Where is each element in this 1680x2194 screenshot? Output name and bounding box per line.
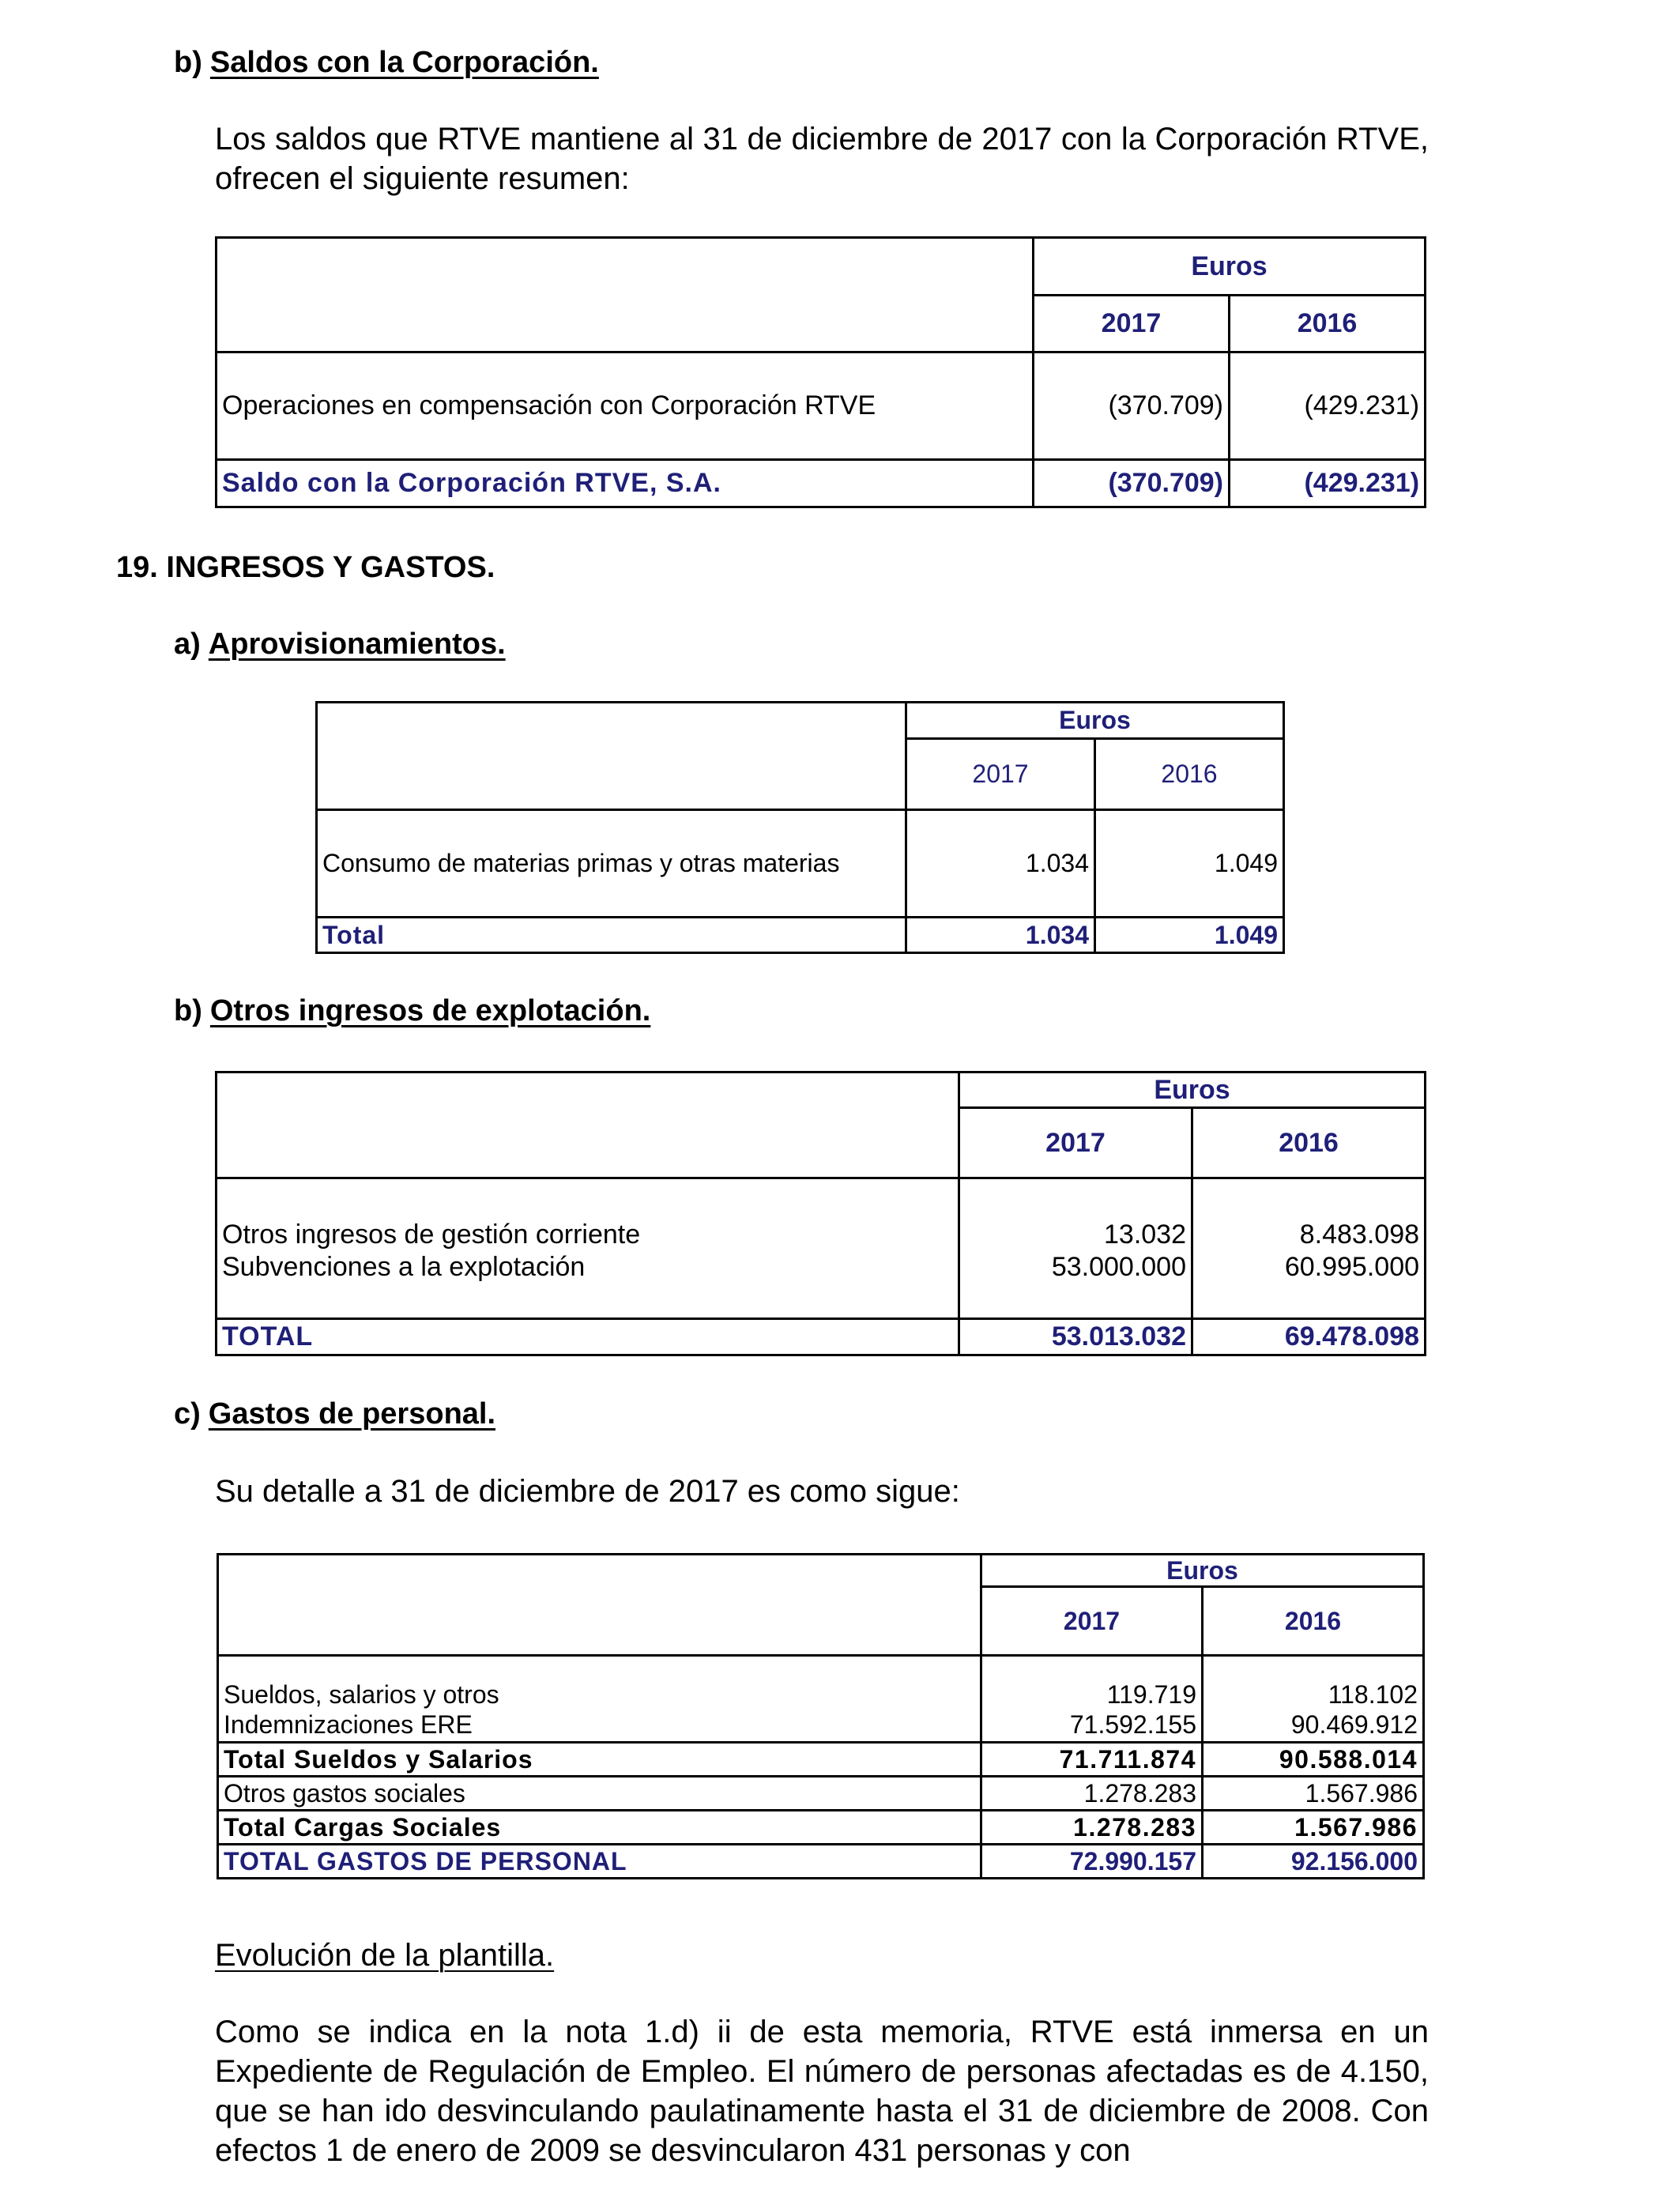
total-value-2016: 1.049 [1095,918,1284,953]
header-year-2017: 2017 [981,1587,1203,1656]
section-title: Saldos con la Corporación. [209,46,599,79]
table-corner-cell [218,1555,981,1656]
subtotal-value-2016: 1.567.986 [1203,1811,1424,1845]
row-value-2017: 71.592.155 [981,1710,1203,1743]
intro-paragraph-saldos: Los saldos que RTVE mantiene al 31 de diciembre de 2017 con la Corporación RTVE, ofrecen el siguiente resumen: [215,122,1429,196]
section-prefix: c) [174,1397,201,1431]
subsection-title-evolucion: Evolución de la plantilla. [215,1938,555,1973]
table-row [218,1656,1424,1710]
row-value-2016: 90.469.912 [1203,1710,1424,1743]
total-value-2017: 53.013.032 [959,1319,1192,1355]
row-value-2017: 1.034 [906,810,1095,918]
section-prefix: b) [174,994,202,1027]
header-year-2016: 2016 [1203,1587,1424,1656]
row-value-2016: (429.231) [1230,352,1426,460]
total-value-2016: (429.231) [1230,460,1426,507]
table-total-row [218,1845,1424,1879]
table-corner-cell [317,703,906,810]
header-year-2016: 2016 [1095,739,1284,810]
total-value-2017: 1.034 [906,918,1095,953]
table-row [218,1710,1424,1743]
table-subtotal-row [218,1811,1424,1845]
section-title: Gastos de personal. [208,1397,496,1431]
table-row [317,810,1284,918]
total-label: TOTAL [217,1319,959,1355]
row-value-2017: (370.709) [1034,352,1230,460]
row-value-2016: 1.567.986 [1203,1777,1424,1811]
header-euros: Euros [906,703,1284,739]
table-corner-cell [217,238,1034,352]
section-heading-saldos [174,46,599,80]
header-year-2016: 2016 [1192,1108,1426,1178]
row-label: Indemnizaciones ERE [218,1710,981,1743]
subtotal-label: Total Sueldos y Salarios [218,1743,981,1777]
section-prefix: b) [174,46,202,79]
header-euros: Euros [959,1072,1426,1108]
header-euros: Euros [981,1555,1424,1587]
row-value-2017: 1.278.283 [981,1777,1203,1811]
subtotal-value-2017: 71.711.874 [981,1743,1203,1777]
section-prefix: a) [174,628,201,661]
row-value-2016: 118.102 [1203,1656,1424,1710]
table-subtotal-row [218,1743,1424,1777]
row-value-2016: 8.483.098 [1192,1178,1426,1252]
section-heading-otros-ingresos [174,994,650,1028]
row-label: Otros ingresos de gestión corriente [217,1178,959,1252]
row-value-2017: 53.000.000 [959,1252,1192,1319]
total-value-2017: (370.709) [1034,460,1230,507]
total-label: TOTAL GASTOS DE PERSONAL [218,1845,981,1879]
header-year-2016: 2016 [1230,296,1426,352]
row-value-2016: 60.995.000 [1192,1252,1426,1319]
table-corner-cell [217,1072,959,1178]
row-label: Consumo de materias primas y otras materias [317,810,906,918]
subtotal-value-2017: 1.278.283 [981,1811,1203,1845]
header-euros: Euros [1034,238,1426,296]
paragraph-evolucion: Como se indica en la nota 1.d) ii de esta memoria, RTVE está inmersa en un Expediente de Regulación de Empleo. El número de personas afectadas es de 4.150, que se han ido desvinculando paulatinamente hasta el 31 de diciembre de 2008. Con efectos 1 de enero de 2009 se desvincularon 431 personas y con [215,2015,1429,2168]
row-value-2017: 13.032 [959,1178,1192,1252]
total-label: Saldo con la Corporación RTVE, S.A. [217,460,1034,507]
table-row [218,1777,1424,1811]
total-label: Total [317,918,906,953]
subtotal-label: Total Cargas Sociales [218,1811,981,1845]
row-value-2017: 119.719 [981,1656,1203,1710]
intro-paragraph-gastos: Su detalle a 31 de diciembre de 2017 es como sigue: [215,1474,960,1509]
row-label: Sueldos, salarios y otros [218,1656,981,1710]
header-year-2017: 2017 [1034,296,1230,352]
total-value-2016: 92.156.000 [1203,1845,1424,1879]
subtotal-value-2016: 90.588.014 [1203,1743,1424,1777]
table-aprovisionamientos [315,701,1285,954]
table-row [217,352,1426,460]
section-heading-aprovisionamientos [174,628,506,662]
row-label: Otros gastos sociales [218,1777,981,1811]
header-year-2017: 2017 [906,739,1095,810]
total-value-2016: 69.478.098 [1192,1319,1426,1355]
table-row [217,1178,1426,1252]
table-total-row [217,460,1426,507]
table-total-row [217,1319,1426,1355]
table-total-row [317,918,1284,953]
total-value-2017: 72.990.157 [981,1845,1203,1879]
section-heading-gastos-personal [174,1397,495,1431]
section-19-heading: 19. INGRESOS Y GASTOS. [116,551,495,584]
section-title: Aprovisionamientos. [208,628,506,661]
row-value-2016: 1.049 [1095,810,1284,918]
section-title: Otros ingresos de explotación. [209,994,651,1027]
row-label: Subvenciones a la explotación [217,1252,959,1319]
row-label: Operaciones en compensación con Corporación RTVE [217,352,1034,460]
header-year-2017: 2017 [959,1108,1192,1178]
table-otros-ingresos [215,1071,1426,1356]
table-row [217,1252,1426,1319]
table-gastos-personal [217,1553,1425,1879]
table-saldos-corporacion [215,236,1426,508]
